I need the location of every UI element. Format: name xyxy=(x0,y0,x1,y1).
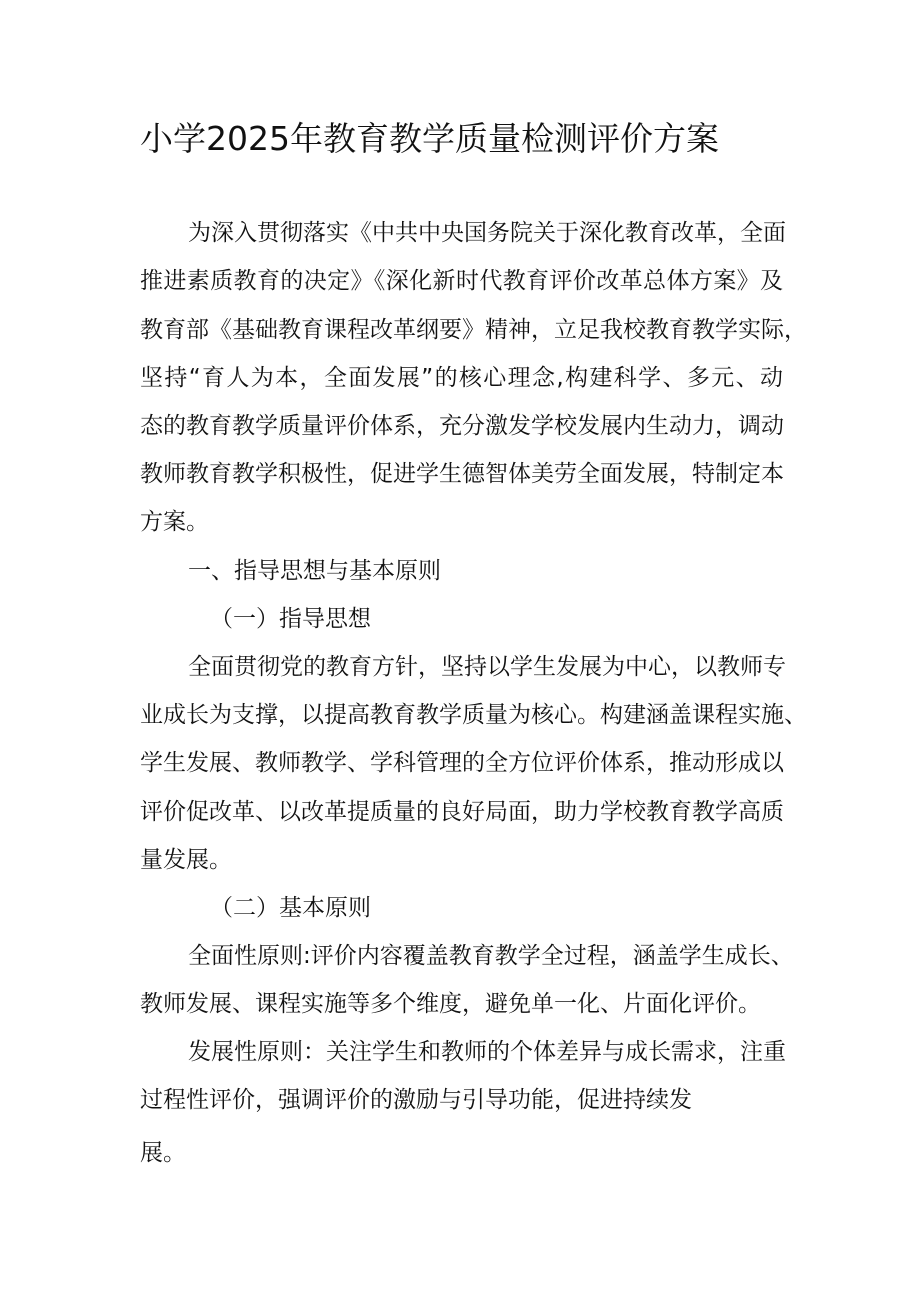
subsection-heading-guiding: （一）指导思想 xyxy=(210,606,371,632)
intro-line-7: 方案。 xyxy=(140,509,209,535)
document-title: 小学2025年教育教学质量检测评价方案 xyxy=(140,119,719,158)
intro-line-4: 坚持“育人为本，全面发展”的核心理念,构建科学、多元、动 xyxy=(140,365,783,391)
principle2-line-1: 发展性原则：关注学生和教师的个体差异与成长需求，注重 xyxy=(188,1039,786,1065)
guiding-line-2: 业成长为支撑，以提高教育教学质量为核心。构建涵盖课程实施、 xyxy=(140,702,807,728)
principle1-line-1: 全面性原则:评价内容覆盖教育教学全过程，涵盖学生成长、 xyxy=(188,943,794,969)
section-heading-1: 一、指导思想与基本原则 xyxy=(188,558,441,584)
guiding-line-5: 量发展。 xyxy=(140,847,232,873)
principle2-line-2: 过程性评价，强调评价的激励与引导功能，促进持续发 xyxy=(140,1087,692,1113)
intro-line-2: 推进素质教育的决定》《深化新时代教育评价改革总体方案》及 xyxy=(140,268,783,294)
subsection-heading-principles: （二）基本原则 xyxy=(210,895,371,921)
intro-line-6: 教师教育教学积极性，促进学生德智体美劳全面发展，特制定本 xyxy=(140,461,784,487)
principle1-line-2: 教师发展、课程实施等多个维度，避免单一化、片面化评价。 xyxy=(140,991,761,1017)
principle2-line-3: 展。 xyxy=(140,1140,186,1166)
guiding-line-4: 评价促改革、以改革提质量的良好局面，助力学校教育教学高质 xyxy=(140,799,784,825)
guiding-line-1: 全面贯彻党的教育方针，坚持以学生发展为中心，以教师专 xyxy=(188,654,786,680)
intro-line-5: 态的教育教学质量评价体系，充分激发学校发展内生动力，调动 xyxy=(140,413,784,439)
intro-line-3: 教育部《基础教育课程改革纲要》精神，立足我校教育教学实际， xyxy=(140,317,807,343)
intro-line-1: 为深入贯彻落实《中共中央国务院关于深化教育改革，全面 xyxy=(188,220,786,246)
guiding-line-3: 学生发展、教师教学、学科管理的全方位评价体系，推动形成以 xyxy=(140,750,784,776)
